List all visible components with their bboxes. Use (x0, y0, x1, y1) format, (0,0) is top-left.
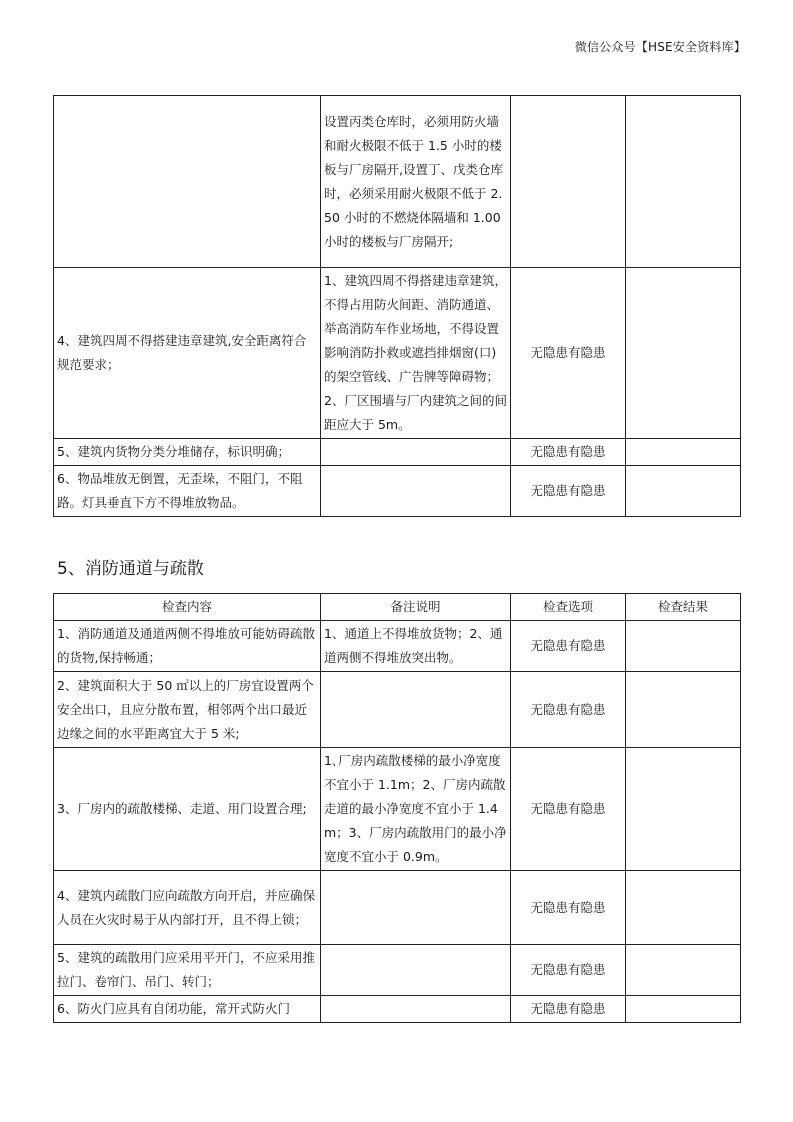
column-header-option: 检查选项 (511, 594, 626, 621)
table-row (54, 945, 741, 996)
option-cell[interactable]: 无隐患有隐患 (511, 466, 626, 517)
note-cell (321, 996, 511, 1023)
column-header-content: 检查内容 (54, 594, 321, 621)
note-cell: 1、通道上不得堆放货物；2、通道两侧不得堆放突出物。 (321, 621, 511, 672)
table-row (54, 871, 741, 945)
option-cell[interactable]: 无隐患有隐患 (511, 439, 626, 466)
check-content-cell: 6、防火门应具有自闭功能，常开式防火门 (54, 996, 321, 1023)
option-cell[interactable]: 无隐患有隐患 (511, 748, 626, 871)
option-cell[interactable]: 无隐患有隐患 (511, 268, 626, 439)
option-cell[interactable]: 无隐患有隐患 (511, 996, 626, 1023)
option-cell[interactable]: 无隐患有隐患 (511, 871, 626, 945)
column-header-result: 检查结果 (626, 594, 741, 621)
table-row (54, 439, 741, 466)
check-content-cell: 4、建筑内疏散门应向疏散方向开启，并应确保人员在火灾时易于从内部打开，且不得上锁； (54, 871, 321, 945)
check-content-cell: 5、建筑的疏散用门应采用平开门，不应采用推拉门、卷帘门、吊门、转门； (54, 945, 321, 996)
result-cell[interactable] (626, 748, 741, 871)
note-cell: 1、建筑四周不得搭建违章建筑，不得占用防火间距、消防通道、举高消防车作业场地，不得设置影响消防扑救或遮挡排烟窗(口)的架空管线、广告牌等障碍物；2、厂区围墙与厂内建筑之间的间距应大于 5m。 (321, 268, 511, 439)
note-cell: 1､厂房内疏散楼梯的最小净宽度不宜小于 1.1m；2、厂房内疏散走道的最小净宽度不宜小于 1.4m；3、厂房内疏散用门的最小净宽度不宜小于 0.9m。 (321, 748, 511, 871)
note-cell (321, 466, 511, 517)
note-cell (321, 439, 511, 466)
result-cell[interactable] (626, 268, 741, 439)
evacuation-checklist-table (53, 593, 741, 1023)
note-cell (321, 945, 511, 996)
option-cell[interactable] (511, 96, 626, 268)
check-content-cell (54, 96, 321, 268)
table-row (54, 672, 741, 748)
table-row (54, 748, 741, 871)
checklist-table-continued (53, 95, 741, 517)
page-header: 微信公众号【HSE安全资料库】 (574, 40, 746, 54)
table-header-row (54, 594, 741, 621)
column-header-note: 备注说明 (321, 594, 511, 621)
result-cell[interactable] (626, 466, 741, 517)
section-title: 5、消防通道与疏散 (57, 559, 204, 579)
table-row (54, 466, 741, 517)
result-cell[interactable] (626, 439, 741, 466)
table-row (54, 996, 741, 1023)
check-content-cell: 4、建筑四周不得搭建违章建筑,安全距离符合规范要求； (54, 268, 321, 439)
check-content-cell: 3、厂房内的疏散楼梯、走道、用门设置合理; (54, 748, 321, 871)
result-cell[interactable] (626, 996, 741, 1023)
check-content-cell: 5、建筑内货物分类分堆储存，标识明确； (54, 439, 321, 466)
table-row (54, 268, 741, 439)
note-cell (321, 672, 511, 748)
check-content-cell: 6、物品堆放无倒置，无歪垛，不阻门，不阻路。灯具垂直下方不得堆放物品。 (54, 466, 321, 517)
result-cell[interactable] (626, 945, 741, 996)
table-row (54, 621, 741, 672)
check-content-cell: 1、消防通道及通道两侧不得堆放可能妨碍疏散的货物,保持畅通； (54, 621, 321, 672)
result-cell[interactable] (626, 871, 741, 945)
option-cell[interactable]: 无隐患有隐患 (511, 672, 626, 748)
check-content-cell: 2、建筑面积大于 50 ㎡以上的厂房宜设置两个安全出口，且应分散布置，相邻两个出口最近边缘之间的水平距离宜大于 5 米; (54, 672, 321, 748)
option-cell[interactable]: 无隐患有隐患 (511, 621, 626, 672)
result-cell[interactable] (626, 96, 741, 268)
table-row (54, 96, 741, 268)
note-cell: 设置丙类仓库时，必须用防火墙和耐火极限不低于 1.5 小时的楼板与厂房隔开,设置丁、戊类仓库时，必须采用耐火极限不低于 2.50 小时的不燃烧体隔墙和 1.00 小时的楼板与厂房隔开; (321, 96, 511, 268)
result-cell[interactable] (626, 672, 741, 748)
option-cell[interactable]: 无隐患有隐患 (511, 945, 626, 996)
note-cell (321, 871, 511, 945)
result-cell[interactable] (626, 621, 741, 672)
